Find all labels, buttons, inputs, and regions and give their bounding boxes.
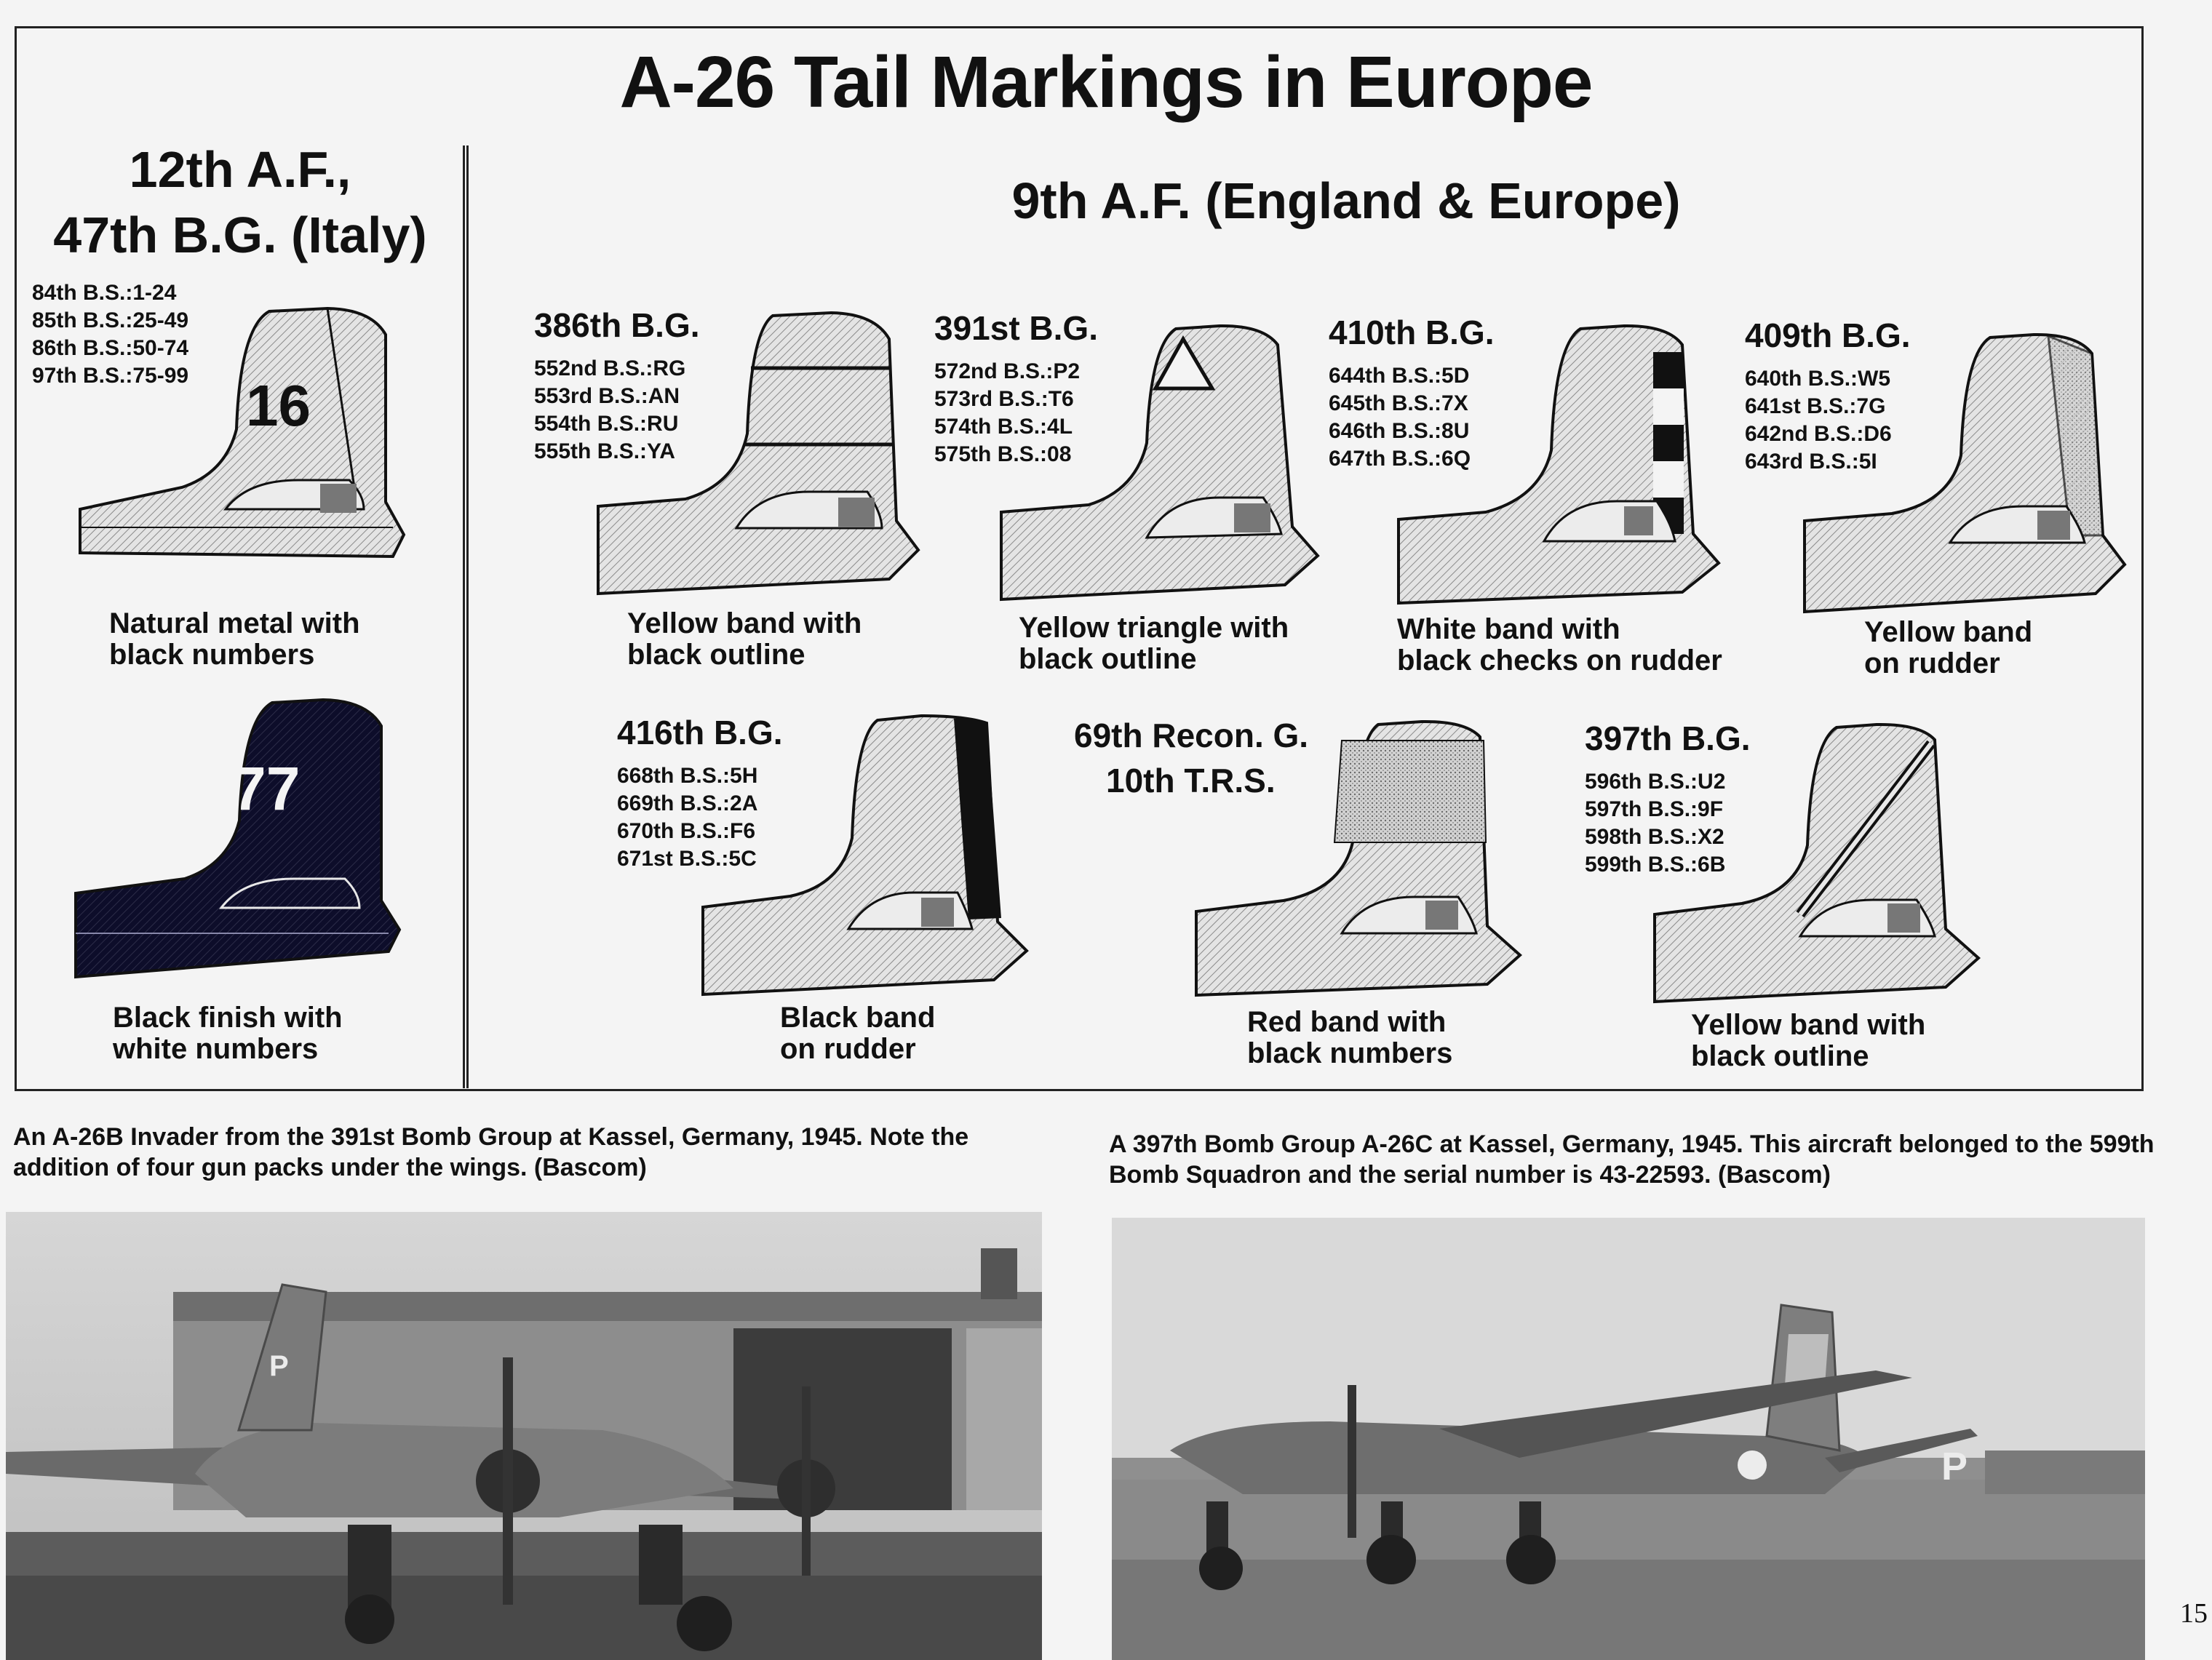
squadron-line: 645th B.S.:7X (1329, 391, 1468, 415)
squadron-line: 669th B.S.:2A (617, 791, 758, 815)
squadron-line: 573rd B.S.:T6 (934, 387, 1074, 411)
left-panel-heading-line2: 47th B.G. (Italy) (53, 207, 427, 263)
squadron-line: 552nd B.S.:RG (534, 356, 686, 380)
photo-a26b-391st (6, 1212, 1042, 1660)
caption-397th-line1: Yellow band with (1691, 1009, 1926, 1041)
tail-drawing-69th-recon (1196, 719, 1524, 1002)
squadron-line: 597th B.S.:9F (1585, 797, 1724, 821)
right-panel-heading: 9th A.F. (England & Europe) (1011, 172, 1681, 229)
tail-drawing-391st (1001, 323, 1321, 599)
squadron-line: 671st B.S.:5C (617, 847, 757, 871)
squadron-line: 643rd B.S.:5I (1745, 450, 1877, 474)
squadron-line: 97th B.S.:75-99 (32, 364, 189, 388)
caption-409th-line2: on rudder (1864, 647, 2000, 679)
squadron-line: 647th B.S.:6Q (1329, 447, 1471, 471)
group-name-sub: 10th T.R.S. (1106, 762, 1276, 799)
photo-tail-code: P (1941, 1445, 1968, 1488)
caption-409th-line1: Yellow band (1864, 616, 2033, 648)
squadron-line: 599th B.S.:6B (1585, 853, 1726, 877)
tail-drawing-386th (598, 310, 933, 594)
squadron-line: 554th B.S.:RU (534, 412, 679, 436)
caption-416th-line2: on rudder (780, 1033, 916, 1065)
squadron-line: 575th B.S.:08 (934, 442, 1072, 466)
group-name: 386th B.G. (534, 306, 700, 344)
squadron-line: 84th B.S.:1-24 (32, 281, 177, 305)
squadron-line: 85th B.S.:25-49 (32, 308, 189, 332)
caption-416th-line1: Black band (780, 1002, 936, 1034)
caption-69th-line2: black numbers (1247, 1037, 1453, 1069)
tail-drawing-black-finish (76, 697, 410, 981)
squadron-line: 642nd B.S.:D6 (1745, 422, 1892, 446)
caption-397th-line2: black outline (1691, 1040, 1869, 1072)
squadron-line: 668th B.S.:5H (617, 764, 758, 788)
group-name: 397th B.G. (1585, 719, 1751, 757)
squadron-line: 644th B.S.:5D (1329, 364, 1470, 388)
tail-number: 77 (232, 754, 301, 823)
caption-391st-line1: Yellow triangle with (1019, 612, 1289, 644)
group-name: 69th Recon. G. (1074, 717, 1309, 754)
caption-69th-line1: Red band with (1247, 1006, 1447, 1038)
squadron-line: 555th B.S.:YA (534, 439, 675, 463)
group-name: 416th B.G. (617, 714, 783, 751)
panel-divider (463, 145, 469, 1088)
tail-number: 16 (246, 373, 311, 438)
squadron-line: 553rd B.S.:AN (534, 384, 680, 408)
squadron-line: 598th B.S.:X2 (1585, 825, 1724, 849)
photo-caption-left: An A-26B Invader from the 391st Bomb Group at Kassel, Germany, 1945. Note the addition of four gun packs under the wings. (Bascom) (13, 1123, 969, 1181)
squadron-line: 596th B.S.:U2 (1585, 770, 1726, 794)
photo-a26c-397th (1112, 1218, 2145, 1660)
tail-drawing-416th (703, 714, 1030, 998)
page-number: 15 (2180, 1598, 2208, 1629)
squadron-line: 641st B.S.:7G (1745, 394, 1886, 418)
caption-386th-line1: Yellow band with (627, 607, 862, 639)
squadron-line: 574th B.S.:4L (934, 415, 1073, 439)
photo-tail-code: P (269, 1350, 289, 1382)
squadron-line: 572nd B.S.:P2 (934, 359, 1081, 383)
caption-natural-metal-line2: black numbers (109, 639, 315, 671)
caption-386th-line2: black outline (627, 639, 805, 671)
squadron-line: 86th B.S.:50-74 (32, 336, 189, 360)
left-panel-heading-line1: 12th A.F., (129, 141, 351, 198)
tail-drawing-397th (1655, 722, 1982, 1005)
photo-caption-right: A 397th Bomb Group A-26C at Kassel, Germany, 1945. This aircraft belonged to the 599th Bomb Squadron and the serial number is 43-22593. (Bascom) (1109, 1130, 2155, 1189)
caption-black-finish-line1: Black finish with (113, 1002, 343, 1034)
tail-drawing-natural-metal (80, 306, 415, 575)
caption-natural-metal-line1: Natural metal with (109, 607, 360, 639)
group-name: 410th B.G. (1329, 314, 1495, 351)
caption-391st-line2: black outline (1019, 643, 1197, 675)
caption-410th-line2: black checks on rudder (1397, 645, 1722, 677)
caption-black-finish-line2: white numbers (113, 1033, 319, 1065)
tail-drawing-410th (1399, 323, 1719, 607)
squadron-line: 670th B.S.:F6 (617, 819, 756, 843)
caption-410th-line1: White band with (1397, 613, 1620, 645)
group-name: 409th B.G. (1745, 316, 1911, 354)
squadron-line: 640th B.S.:W5 (1745, 367, 1891, 391)
group-name: 391st B.G. (934, 309, 1098, 347)
squadron-line: 646th B.S.:8U (1329, 419, 1470, 443)
page-title: A-26 Tail Markings in Europe (619, 41, 1593, 123)
tail-drawing-409th (1805, 332, 2125, 615)
